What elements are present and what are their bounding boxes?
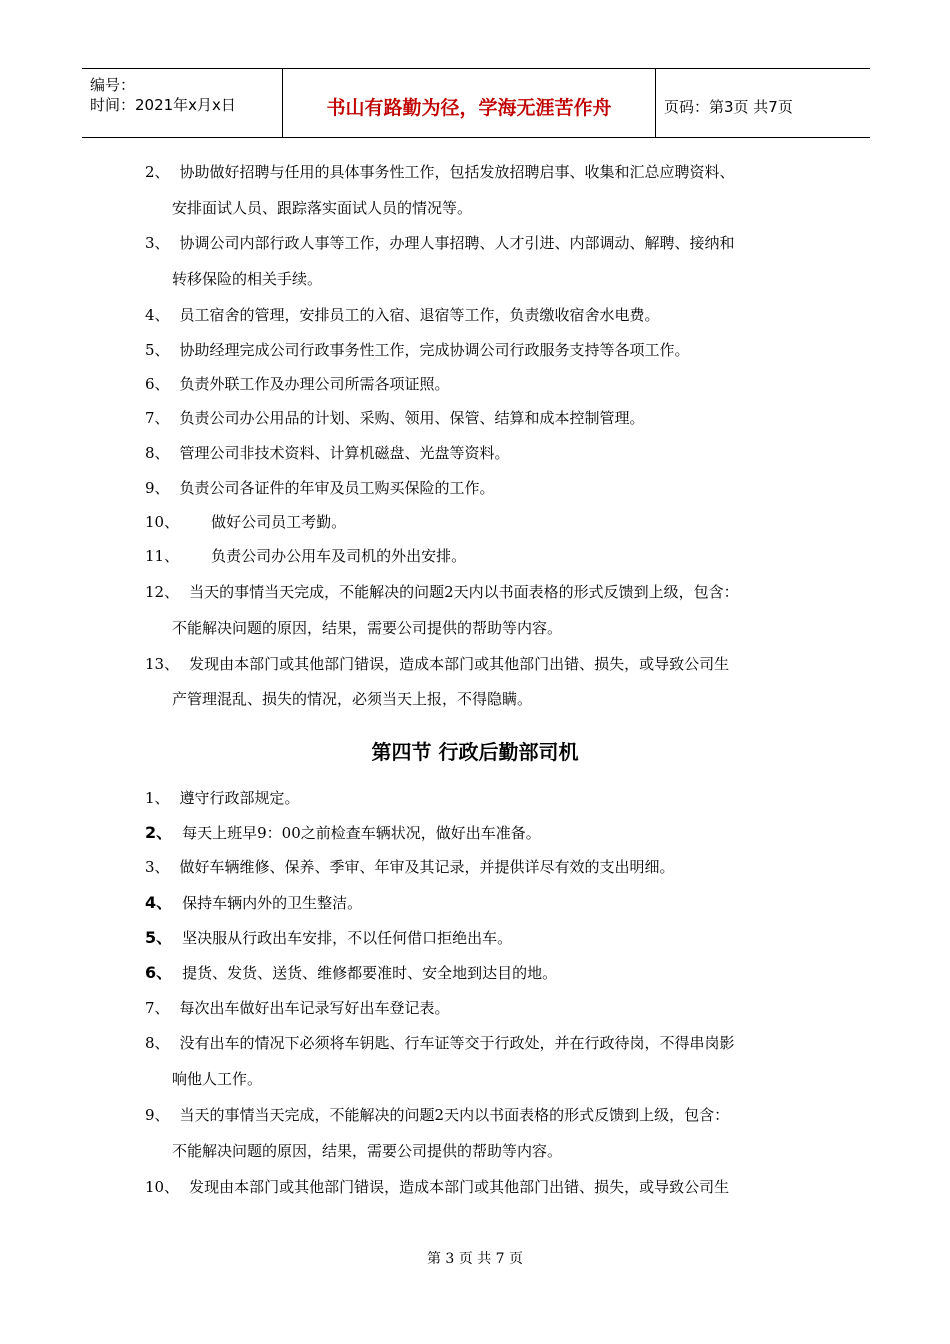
list-item (145, 546, 810, 566)
item-text: 提货、发货、送货、维修都要准时、安全地到达目的地。 (182, 964, 558, 982)
item-number: 3、 (145, 234, 170, 252)
list-item (145, 340, 810, 360)
list-item (145, 928, 810, 948)
item-continuation: 转移保险的相关手续。 (172, 270, 323, 288)
list-item (145, 408, 810, 428)
item-continuation: 不能解决问题的原因，结果，需要公司提供的帮助等内容。 (172, 619, 563, 637)
header-page-info: 页码：第3页 共7页 (664, 97, 793, 116)
item-text: 协调公司内部行政人事等工作，办理人事招聘、人才引进、内部调动、解聘、接纳和 (179, 234, 735, 252)
item-number: 2、 (145, 823, 173, 842)
item-number: 10、 (145, 513, 180, 531)
list-item (145, 512, 810, 532)
item-text: 协助做好招聘与任用的具体事务性工作，包括发放招聘启事、收集和汇总应聘资料、 (179, 163, 735, 181)
list-item (145, 1105, 810, 1125)
item-number: 3、 (145, 858, 170, 876)
list-item (145, 233, 810, 253)
list-item (145, 654, 810, 674)
list-item (145, 893, 810, 913)
item-number: 7、 (145, 409, 170, 427)
item-text: 保持车辆内外的卫生整洁。 (182, 894, 363, 912)
header-motto: 书山有路勤为径，学海无涯苦作舟 (282, 69, 656, 137)
item-text: 负责外联工作及办理公司所需各项证照。 (179, 375, 450, 393)
item-text: 每次出车做好出车记录写好出车登记表。 (179, 999, 450, 1017)
item-number: 1、 (145, 789, 170, 807)
item-number: 4、 (145, 306, 170, 324)
document-date-label: 时间：2021年x月x日 (90, 96, 236, 114)
item-text: 当天的事情当天完成，不能解决的问题2天内以书面表格的形式反馈到上级，包含： (179, 1106, 730, 1124)
item-number: 4、 (145, 893, 173, 912)
list-item (145, 857, 810, 877)
list-item (145, 305, 810, 325)
item-text: 做好车辆维修、保养、季审、年审及其记录，并提供详尽有效的支出明细。 (179, 858, 675, 876)
item-text: 做好公司员工考勤。 (211, 513, 347, 531)
document-number-label: 编号： (90, 76, 136, 94)
item-continuation: 不能解决问题的原因，结果，需要公司提供的帮助等内容。 (172, 1142, 563, 1160)
list-item (145, 582, 810, 602)
item-number: 5、 (145, 341, 170, 359)
item-number: 8、 (145, 1034, 170, 1052)
item-number: 7、 (145, 999, 170, 1017)
item-continuation: 产管理混乱、损失的情况，必须当天上报，不得隐瞒。 (172, 690, 533, 708)
item-text: 负责公司办公用车及司机的外出安排。 (211, 547, 467, 565)
list-item (145, 1177, 810, 1197)
section-title: 第四节 行政后勤部司机 (371, 740, 579, 764)
item-number: 10、 (145, 1178, 180, 1196)
item-text: 每天上班早9：00之前检查车辆状况，做好出车准备。 (182, 824, 541, 842)
list-item (145, 443, 810, 463)
list-item (145, 478, 810, 498)
page-footer: 第 3 页 共 7 页 (426, 1251, 524, 1267)
item-number: 8、 (145, 444, 170, 462)
list-item (145, 1033, 810, 1053)
page-header (82, 68, 870, 138)
item-number: 9、 (145, 1106, 170, 1124)
item-number: 6、 (145, 375, 170, 393)
item-number: 12、 (145, 583, 180, 601)
list-item (145, 374, 810, 394)
list-item (145, 823, 810, 843)
item-number: 5、 (145, 928, 173, 947)
item-number: 9、 (145, 479, 170, 497)
item-continuation: 响他人工作。 (172, 1070, 263, 1088)
item-number: 13、 (145, 655, 180, 673)
item-text: 管理公司非技术资料、计算机磁盘、光盘等资料。 (179, 444, 510, 462)
item-text: 协助经理完成公司行政事务性工作，完成协调公司行政服务支持等各项工作。 (179, 341, 690, 359)
item-number: 2、 (145, 163, 170, 181)
header-meta (82, 69, 282, 137)
item-continuation: 安排面试人员、跟踪落实面试人员的情况等。 (172, 199, 473, 217)
list-item (145, 162, 810, 182)
item-number: 6、 (145, 963, 173, 982)
list-item (145, 788, 810, 808)
list-item (145, 998, 810, 1018)
item-text: 发现由本部门或其他部门错误，造成本部门或其他部门出错、损失，或导致公司生 (189, 1178, 730, 1196)
item-text: 坚决服从行政出车安排，不以任何借口拒绝出车。 (182, 929, 513, 947)
item-text: 没有出车的情况下必须将车钥匙、行车证等交于行政处，并在行政待岗，不得串岗影 (179, 1034, 735, 1052)
item-text: 负责公司办公用品的计划、采购、领用、保管、结算和成本控制管理。 (179, 409, 645, 427)
item-text: 员工宿舍的管理，安排员工的入宿、退宿等工作，负责缴收宿舍水电费。 (179, 306, 660, 324)
item-text: 遵守行政部规定。 (179, 789, 300, 807)
item-text: 当天的事情当天完成，不能解决的问题2天内以书面表格的形式反馈到上级，包含： (189, 583, 739, 601)
item-text: 发现由本部门或其他部门错误，造成本部门或其他部门出错、损失，或导致公司生 (189, 655, 730, 673)
list-item (145, 963, 810, 983)
item-number: 11、 (145, 547, 180, 565)
item-text: 负责公司各证件的年审及员工购买保险的工作。 (179, 479, 495, 497)
